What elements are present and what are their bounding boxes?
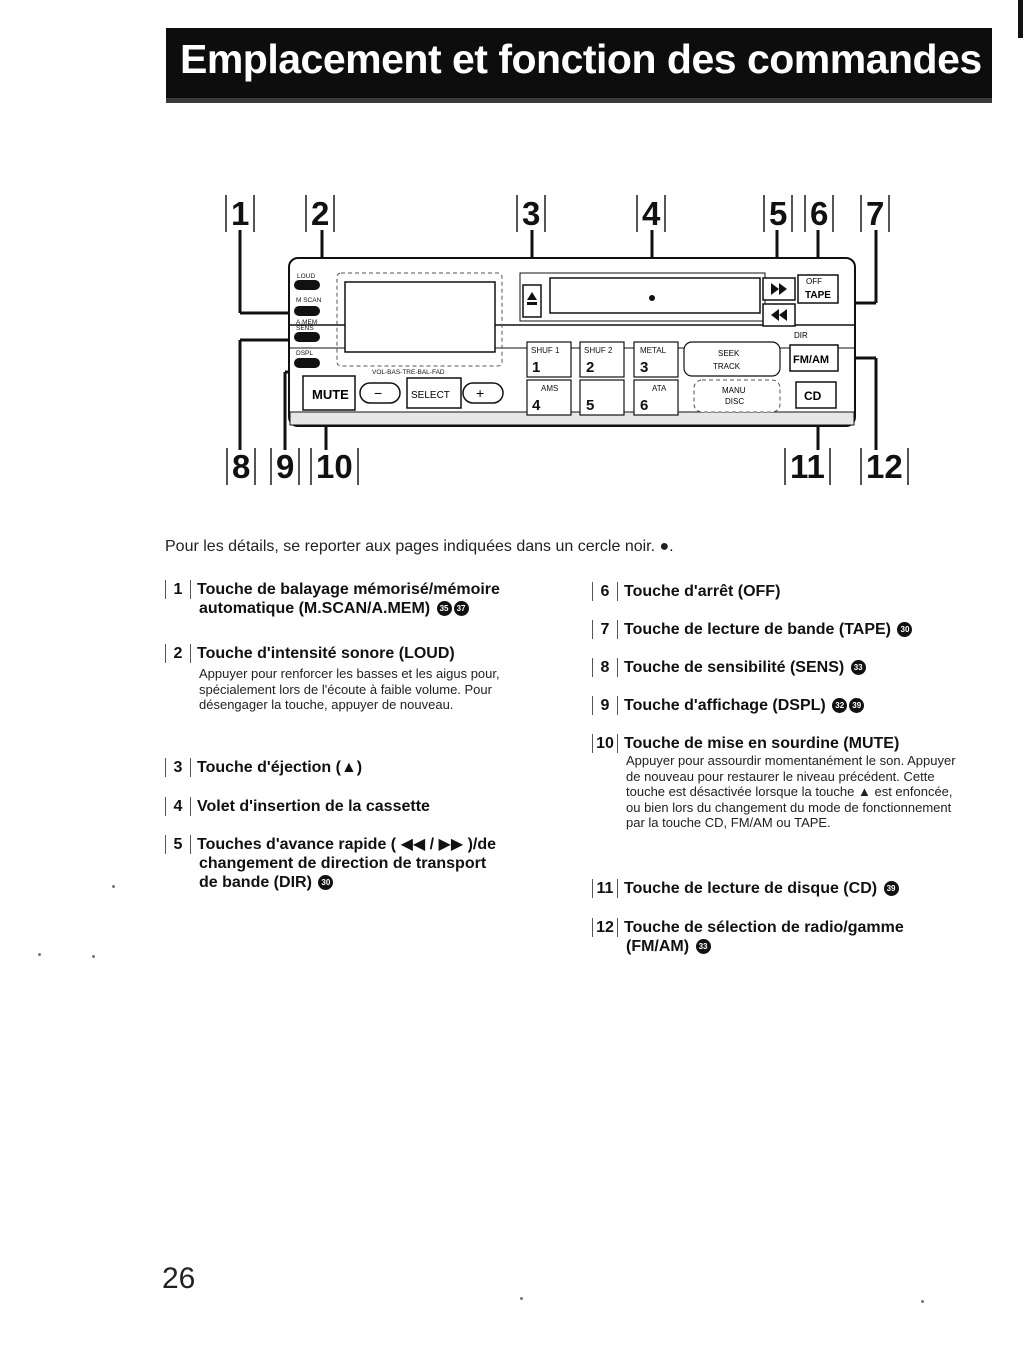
callout-4: 4 [636, 197, 666, 230]
header-bar [166, 28, 992, 103]
svg-text:2: 2 [586, 359, 595, 376]
callout-12: 12 [860, 450, 909, 483]
callout-6: 6 [804, 197, 834, 230]
list-item-7: 7 Touche de lecture de bande (TAPE) 30 [592, 620, 972, 639]
list-item-2: 2 Touche d'intensité sonore (LOUD) Appuyer pour renforcer les basses et les aigus pour, spécialement lors de l'écoute à faible volume. Pour désengager la touche, appuyer de nouveau. [165, 644, 545, 713]
svg-text:6: 6 [640, 397, 649, 414]
page-title: Emplacement et fonction des commandes [180, 36, 982, 82]
callout-11: 11 [784, 450, 831, 483]
scan-speck [112, 885, 115, 888]
svg-text:FM/AM: FM/AM [793, 354, 830, 366]
svg-text:−: − [374, 385, 383, 401]
callout-1: 1 [225, 197, 255, 230]
svg-text:DSPL: DSPL [296, 350, 313, 357]
svg-text:4: 4 [532, 397, 541, 414]
svg-text:TRACK: TRACK [713, 362, 741, 371]
svg-text:5: 5 [586, 397, 595, 414]
page-edge-mark [1018, 0, 1023, 38]
intro-text: Pour les détails, se reporter aux pages indiquées dans un cercle noir. ●. [165, 538, 674, 555]
svg-text:SHUF 1: SHUF 1 [531, 346, 560, 355]
callout-8: 8 [226, 450, 256, 483]
list-item-6: 6 Touche d'arrêt (OFF) [592, 582, 972, 601]
svg-text:A.MEM: A.MEM [296, 319, 318, 326]
scan-speck [520, 1297, 523, 1300]
list-item-1: 1 Touche de balayage mémorisé/mémoire automatique (M.SCAN/A.MEM) 35 37 [165, 580, 565, 618]
svg-text:DIR: DIR [794, 331, 808, 340]
list-item-5: 5 Touches d'avance rapide ( ◀◀ / ▶▶ )/de changement de direction de transport de bande (DIR) 30 [165, 835, 565, 892]
svg-text:1: 1 [532, 359, 541, 376]
scan-speck [921, 1300, 924, 1303]
scan-speck [38, 953, 41, 956]
car-stereo-diagram [0, 180, 1030, 450]
page-number: 26 [162, 1262, 196, 1295]
callout-7: 7 [860, 197, 890, 230]
svg-text:SENS: SENS [296, 325, 314, 332]
callout-5: 5 [763, 197, 793, 230]
callout-3: 3 [516, 197, 546, 230]
list-item-11: 11 Touche de lecture de disque (CD) 39 [592, 879, 972, 898]
svg-text:VOL-BAS-TRE-BAL-FAD: VOL-BAS-TRE-BAL-FAD [372, 369, 445, 376]
svg-text:+: + [476, 385, 485, 401]
svg-text:SHUF 2: SHUF 2 [584, 346, 613, 355]
list-item-9: 9 Touche d'affichage (DSPL) 32 39 [592, 696, 972, 715]
list-item-3: 3 Touche d'éjection (▲) [165, 758, 545, 777]
svg-text:M SCAN: M SCAN [296, 297, 322, 304]
svg-text:MANU: MANU [722, 386, 746, 395]
svg-text:METAL: METAL [640, 346, 667, 355]
svg-text:DISC: DISC [725, 397, 745, 406]
svg-text:SELECT: SELECT [411, 390, 450, 401]
svg-text:3: 3 [640, 359, 649, 376]
list-item-4: 4 Volet d'insertion de la cassette [165, 797, 545, 816]
callout-9: 9 [270, 450, 300, 483]
svg-text:TAPE: TAPE [805, 290, 831, 301]
callout-10: 10 [310, 450, 359, 483]
svg-text:OFF: OFF [806, 277, 822, 286]
svg-text:SEEK: SEEK [718, 349, 740, 358]
svg-text:LOUD: LOUD [297, 273, 316, 280]
callout-2: 2 [305, 197, 335, 230]
svg-text:AMS: AMS [541, 384, 559, 393]
svg-text:CD: CD [804, 389, 822, 403]
svg-text:ATA: ATA [652, 384, 667, 393]
svg-text:MUTE: MUTE [312, 387, 349, 402]
scan-speck [92, 955, 95, 958]
list-item-12: 12 Touche de sélection de radio/gamme (FM/AM) 33 [592, 918, 972, 956]
list-item-8: 8 Touche de sensibilité (SENS) 33 [592, 658, 972, 677]
list-item-10: 10 Touche de mise en sourdine (MUTE) Appuyer pour assourdir momentanément le son. Appuyer de nouveau pour restaurer le niveau précédent. Cette touche est désactivée lorsque la touche ▲ est enfoncée, ou bien lors du changement du mode de fonctionnement par la touche CD, FM/AM ou TAPE. [592, 734, 967, 831]
